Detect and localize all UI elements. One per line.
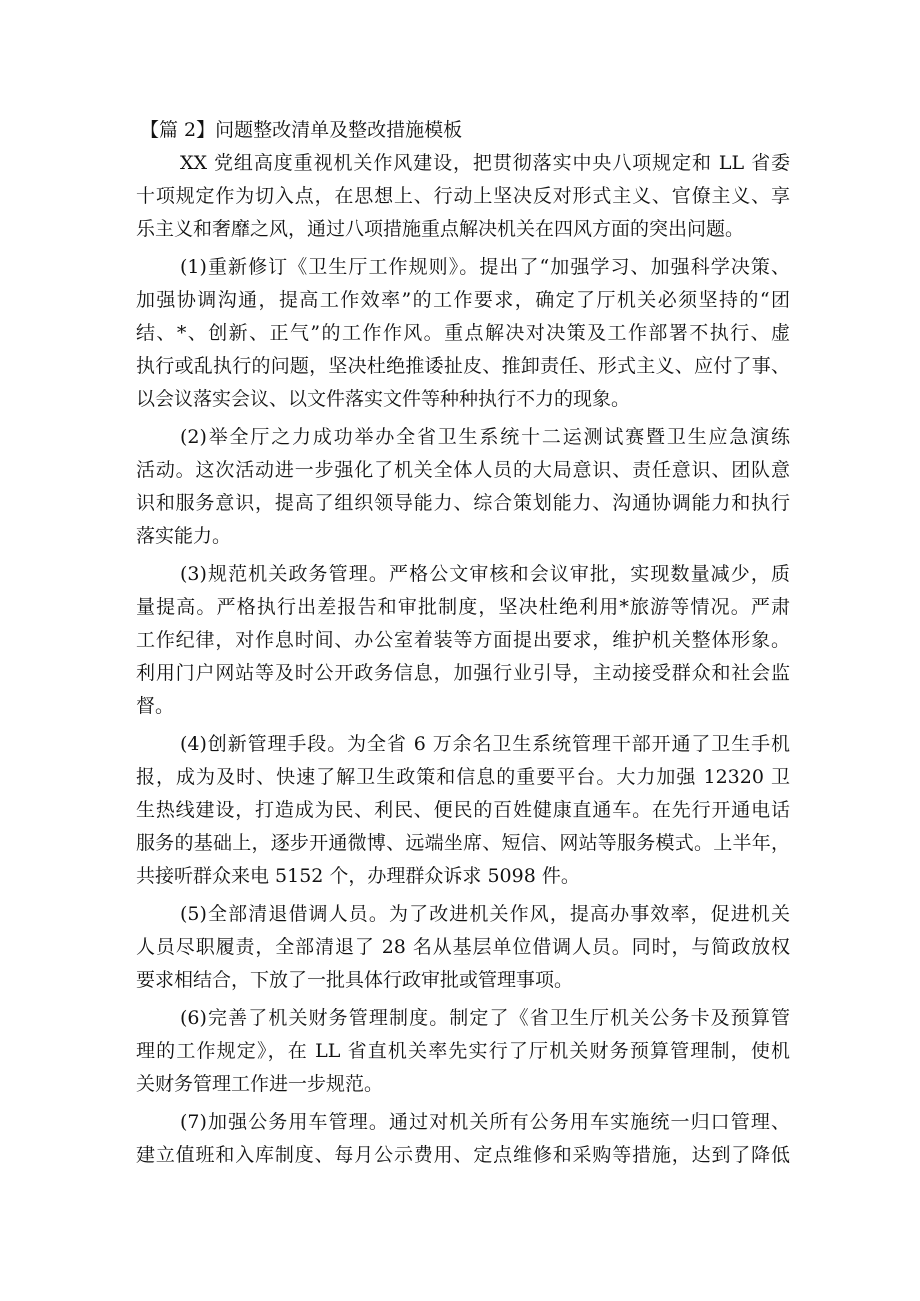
text-line: 执行或乱执行的问题，坚决杜绝推诿扯皮、推卸责任、形式主义、应付了事、 — [136, 355, 790, 377]
text-line: 生热线建设，打造成为民、利民、便民的百姓健康直通车。在先行开通电话 — [136, 799, 790, 821]
text-line: (5)全部清退借调人员。为了改进机关作风，提高办事效率，促进机关 — [180, 903, 790, 925]
paragraph-item-6 — [136, 1002, 790, 1101]
text-line: XX 党组高度重视机关作风建设，把贯彻落实中央八项规定和 LL 省委 — [180, 152, 790, 174]
text-line: 人员尽职履责，全部清退了 28 名从基层单位借调人员。同时，与简政放权 — [136, 936, 790, 958]
paragraph-item-1 — [136, 251, 790, 416]
text-line: 关财务管理工作进一步规范。 — [136, 1073, 384, 1095]
text-line: 落实能力。 — [136, 525, 232, 547]
text-line: 共接听群众来电 5152 个，办理群众诉求 5098 件。 — [136, 865, 580, 887]
text-line: 加强协调沟通，提高工作效率”的工作要求，确定了厅机关必须坚持的“团 — [136, 289, 790, 311]
paragraph-item-3 — [136, 558, 790, 723]
text-line: (4)创新管理手段。为全省 6 万余名卫生系统管理干部开通了卫生手机 — [180, 733, 790, 755]
text-line: 理的工作规定》，在 LL 省直机关率先实行了厅机关财务预算管理制，使机 — [136, 1040, 790, 1062]
text-line: (6)完善了机关财务管理制度。制定了《省卫生厅机关公务卡及预算管 — [180, 1007, 790, 1029]
paragraph-item-2 — [136, 421, 790, 553]
text-line: (2)举全厅之力成功举办全省卫生系统十二运测试赛暨卫生应急演练 — [180, 426, 790, 448]
text-line: 结、*、创新、正气”的工作作风。重点解决对决策及工作部署不执行、虚 — [136, 322, 790, 344]
text-line: 要求相结合，下放了一批具体行政审批或管理事项。 — [136, 969, 574, 991]
text-line: 乐主义和奢靡之风，通过八项措施重点解决机关在四风方面的突出问题。 — [136, 218, 745, 240]
text-line: 十项规定作为切入点，在思想上、行动上坚决反对形式主义、官僚主义、享 — [136, 185, 790, 207]
paragraph-item-5 — [136, 898, 790, 997]
text-line: (7)加强公务用车管理。通过对机关所有公务用车实施统一归口管理、 — [180, 1111, 790, 1133]
text-line: (1)重新修订《卫生厅工作规则》。提出了“加强学习、加强科学决策、 — [180, 256, 790, 278]
text-line: 活动。这次活动进一步强化了机关全体人员的大局意识、责任意识、团队意 — [136, 459, 790, 481]
text-line: 识和服务意识，提高了组织领导能力、综合策划能力、沟通协调能力和执行 — [136, 492, 790, 514]
text-line: 利用门户网站等及时公开政务信息，加强行业引导，主动接受群众和社会监 — [136, 662, 790, 684]
text-line: 报，成为及时、快速了解卫生政策和信息的重要平台。大力加强 12320 卫 — [136, 766, 790, 788]
text-line: 督。 — [136, 695, 175, 717]
paragraph-item-4 — [136, 728, 790, 893]
paragraph-intro — [136, 147, 790, 246]
text-line: 服务的基础上，逐步开通微博、远端坐席、短信、网站等服务模式。上半年， — [136, 832, 790, 854]
text-line: 建立值班和入库制度、每月公示费用、定点维修和采购等措施，达到了降低 — [136, 1144, 790, 1166]
text-line: 以会议落实会议、以文件落实文件等种种执行不力的现象。 — [136, 388, 631, 410]
document-body — [136, 114, 790, 1172]
paragraph-item-7 — [136, 1106, 790, 1172]
text-line: (3)规范机关政务管理。严格公文审核和会议审批，实现数量减少，质 — [180, 563, 790, 585]
text-line: 工作纪律，对作息时间、办公室着装等方面提出要求，维护机关整体形象。 — [136, 629, 790, 651]
document-title: 【篇 2】问题整改清单及整改措施模板 — [140, 119, 463, 141]
text-line: 量提高。严格执行出差报告和审批制度，坚决杜绝利用*旅游等情况。严肃 — [136, 596, 790, 618]
